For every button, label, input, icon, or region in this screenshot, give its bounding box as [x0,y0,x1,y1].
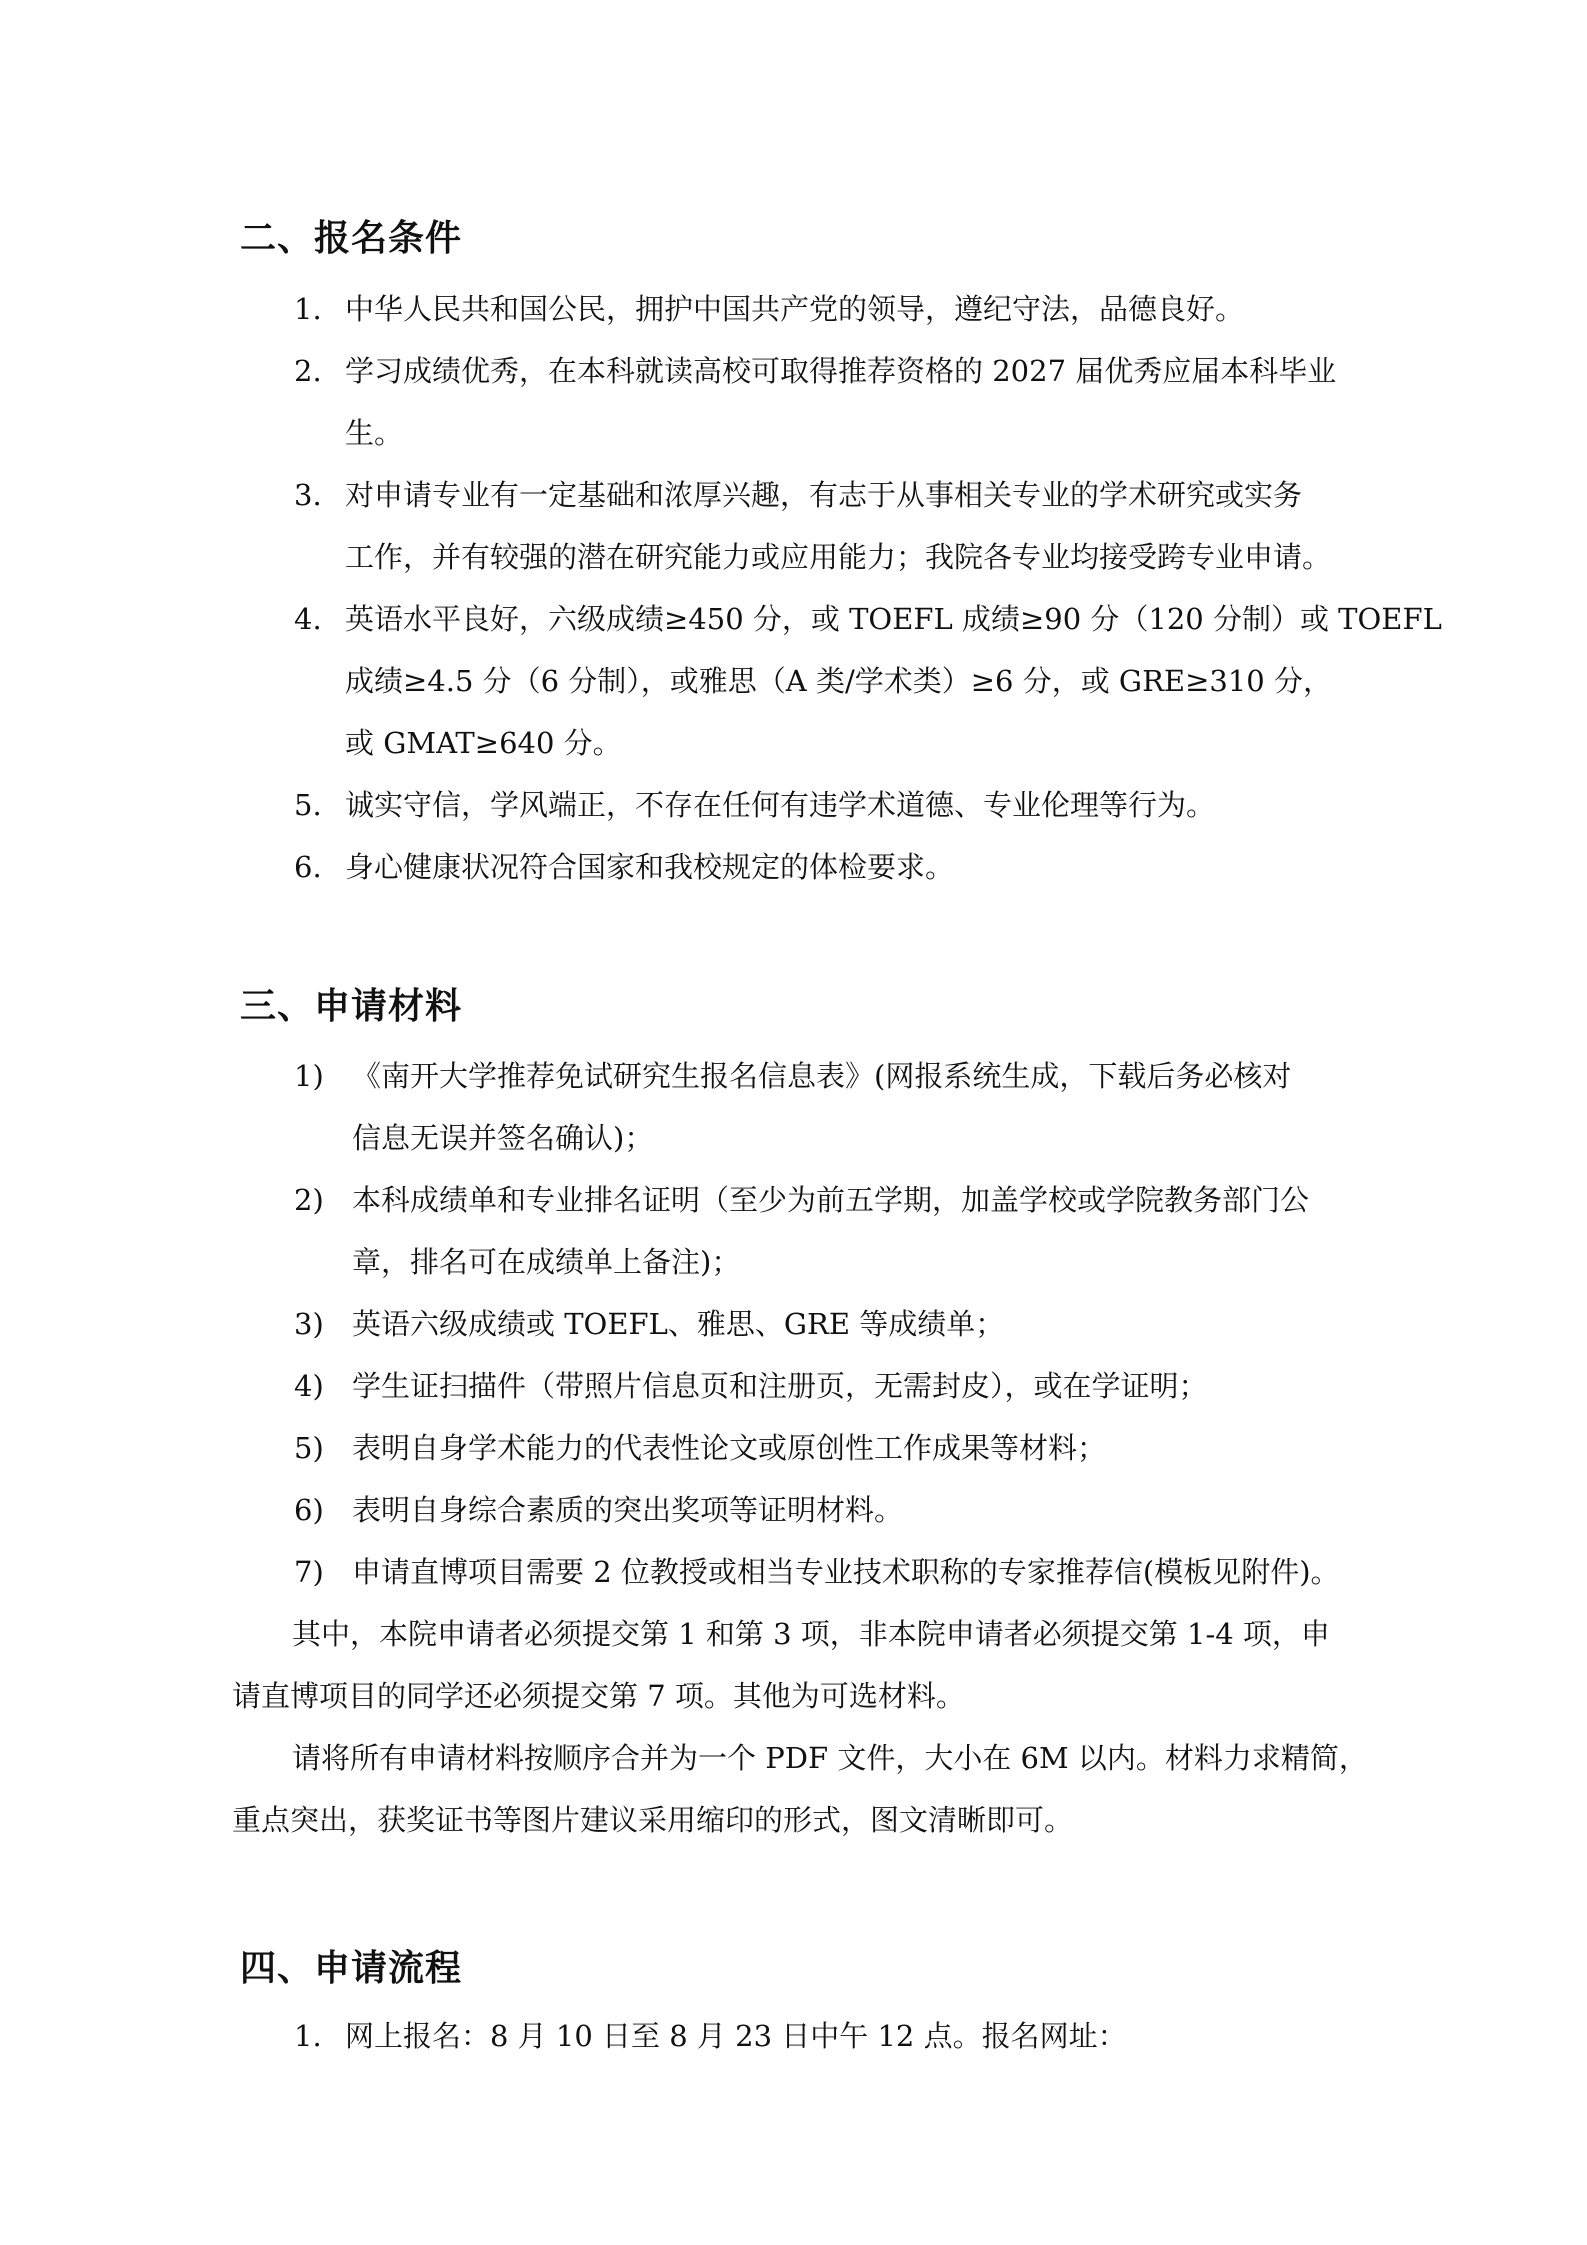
item-text: 申请直博项目需要 2 位教授或相当专业技术职称的专家推荐信(模板见附件)。 [352,1555,1340,1589]
item-number: 7) [294,1555,324,1589]
item-text: 对申请专业有一定基础和浓厚兴趣，有志于从事相关专业的学术研究或实务 [345,478,1303,512]
item-text: 表明自身学术能力的代表性论文或原创性工作成果等材料； [352,1431,1107,1465]
item-number: 4) [294,1369,324,1403]
item-number: 6) [294,1493,324,1527]
item-text: 《南开大学推荐免试研究生报名信息表》(网报系统生成，下载后务必核对 [352,1059,1292,1093]
paragraph-line: 请将所有申请材料按顺序合并为一个 PDF 文件，大小在 6M 以内。材料力求精简， [292,1741,1368,1775]
item-number: 1) [294,1059,324,1093]
list-item [0,278,1587,340]
list-item [0,2005,1587,2067]
paragraph-line: 其中，本院申请者必须提交第 1 和第 3 项，非本院申请者必须提交第 1-4 项，申 [292,1617,1330,1651]
item-text: 中华人民共和国公民，拥护中国共产党的领导，遵纪守法，品德良好。 [345,292,1245,326]
list-item [0,1169,1587,1293]
item-text: 信息无误并签名确认)； [352,1121,654,1155]
item-number: 3. [294,478,322,512]
item-text: 网上报名：8 月 10 日至 8 月 23 日中午 12 点。报名网址： [345,2019,1127,2053]
item-text: 身心健康状况符合国家和我校规定的体检要求。 [345,850,955,884]
list-item [0,464,1587,588]
list-item [0,774,1587,836]
eligibility-list [0,278,1587,898]
item-number: 1. [294,292,322,326]
item-number: 6. [294,850,322,884]
materials-note-required [232,1603,1412,1727]
item-text: 学习成绩优秀，在本科就读高校可取得推荐资格的 2027 届优秀应届本科毕业 [345,354,1337,388]
list-item [0,1045,1587,1169]
paragraph-line: 重点突出，获奖证书等图片建议采用缩印的形式，图文清晰即可。 [232,1803,1074,1837]
item-number: 4. [294,602,322,636]
item-number: 5) [294,1431,324,1465]
process-list [0,2005,1587,2067]
item-text: 诚实守信，学风端正，不存在任何有违学术道德、专业伦理等行为。 [345,788,1216,822]
paragraph-line: 请直博项目的同学还必须提交第 7 项。其他为可选材料。 [232,1679,965,1713]
materials-note-format [232,1727,1412,1851]
item-number: 1. [294,2019,322,2053]
item-text: 英语六级成绩或 TOEFL、雅思、GRE 等成绩单； [352,1307,1005,1341]
item-number: 5. [294,788,322,822]
item-text: 学生证扫描件（带照片信息页和注册页，无需封皮），或在学证明； [352,1369,1208,1403]
item-text: 英语水平良好，六级成绩≥450 分，或 TOEFL 成绩≥90 分（120 分制）或 TOEFL [345,602,1442,636]
list-item [0,1417,1587,1479]
item-text: 章，排名可在成绩单上备注)； [352,1245,741,1279]
item-text: 表明自身综合素质的突出奖项等证明材料。 [352,1493,904,1527]
item-number: 3) [294,1307,324,1341]
item-text: 成绩≥4.5 分（6 分制），或雅思（A 类/学术类）≥6 分，或 GRE≥310 分， [345,664,1332,698]
section-heading-eligibility: 二、报名条件 [240,218,463,259]
item-text: 工作，并有较强的潜在研究能力或应用能力；我院各专业均接受跨专业申请。 [345,540,1332,574]
list-item [0,588,1587,774]
materials-list [0,1045,1587,1603]
list-item [0,340,1587,464]
item-number: 2) [294,1183,324,1217]
list-item [0,1355,1587,1417]
item-text: 或 GMAT≥640 分。 [345,726,622,760]
list-item [0,1293,1587,1355]
list-item [0,1479,1587,1541]
section-heading-materials: 三、申请材料 [240,986,463,1027]
item-text: 生。 [345,416,404,450]
item-text: 本科成绩单和专业排名证明（至少为前五学期，加盖学校或学院教务部门公 [352,1183,1310,1217]
list-item [0,1541,1587,1603]
list-item [0,836,1587,898]
section-heading-process: 四、申请流程 [240,1948,463,1989]
item-number: 2. [294,354,322,388]
